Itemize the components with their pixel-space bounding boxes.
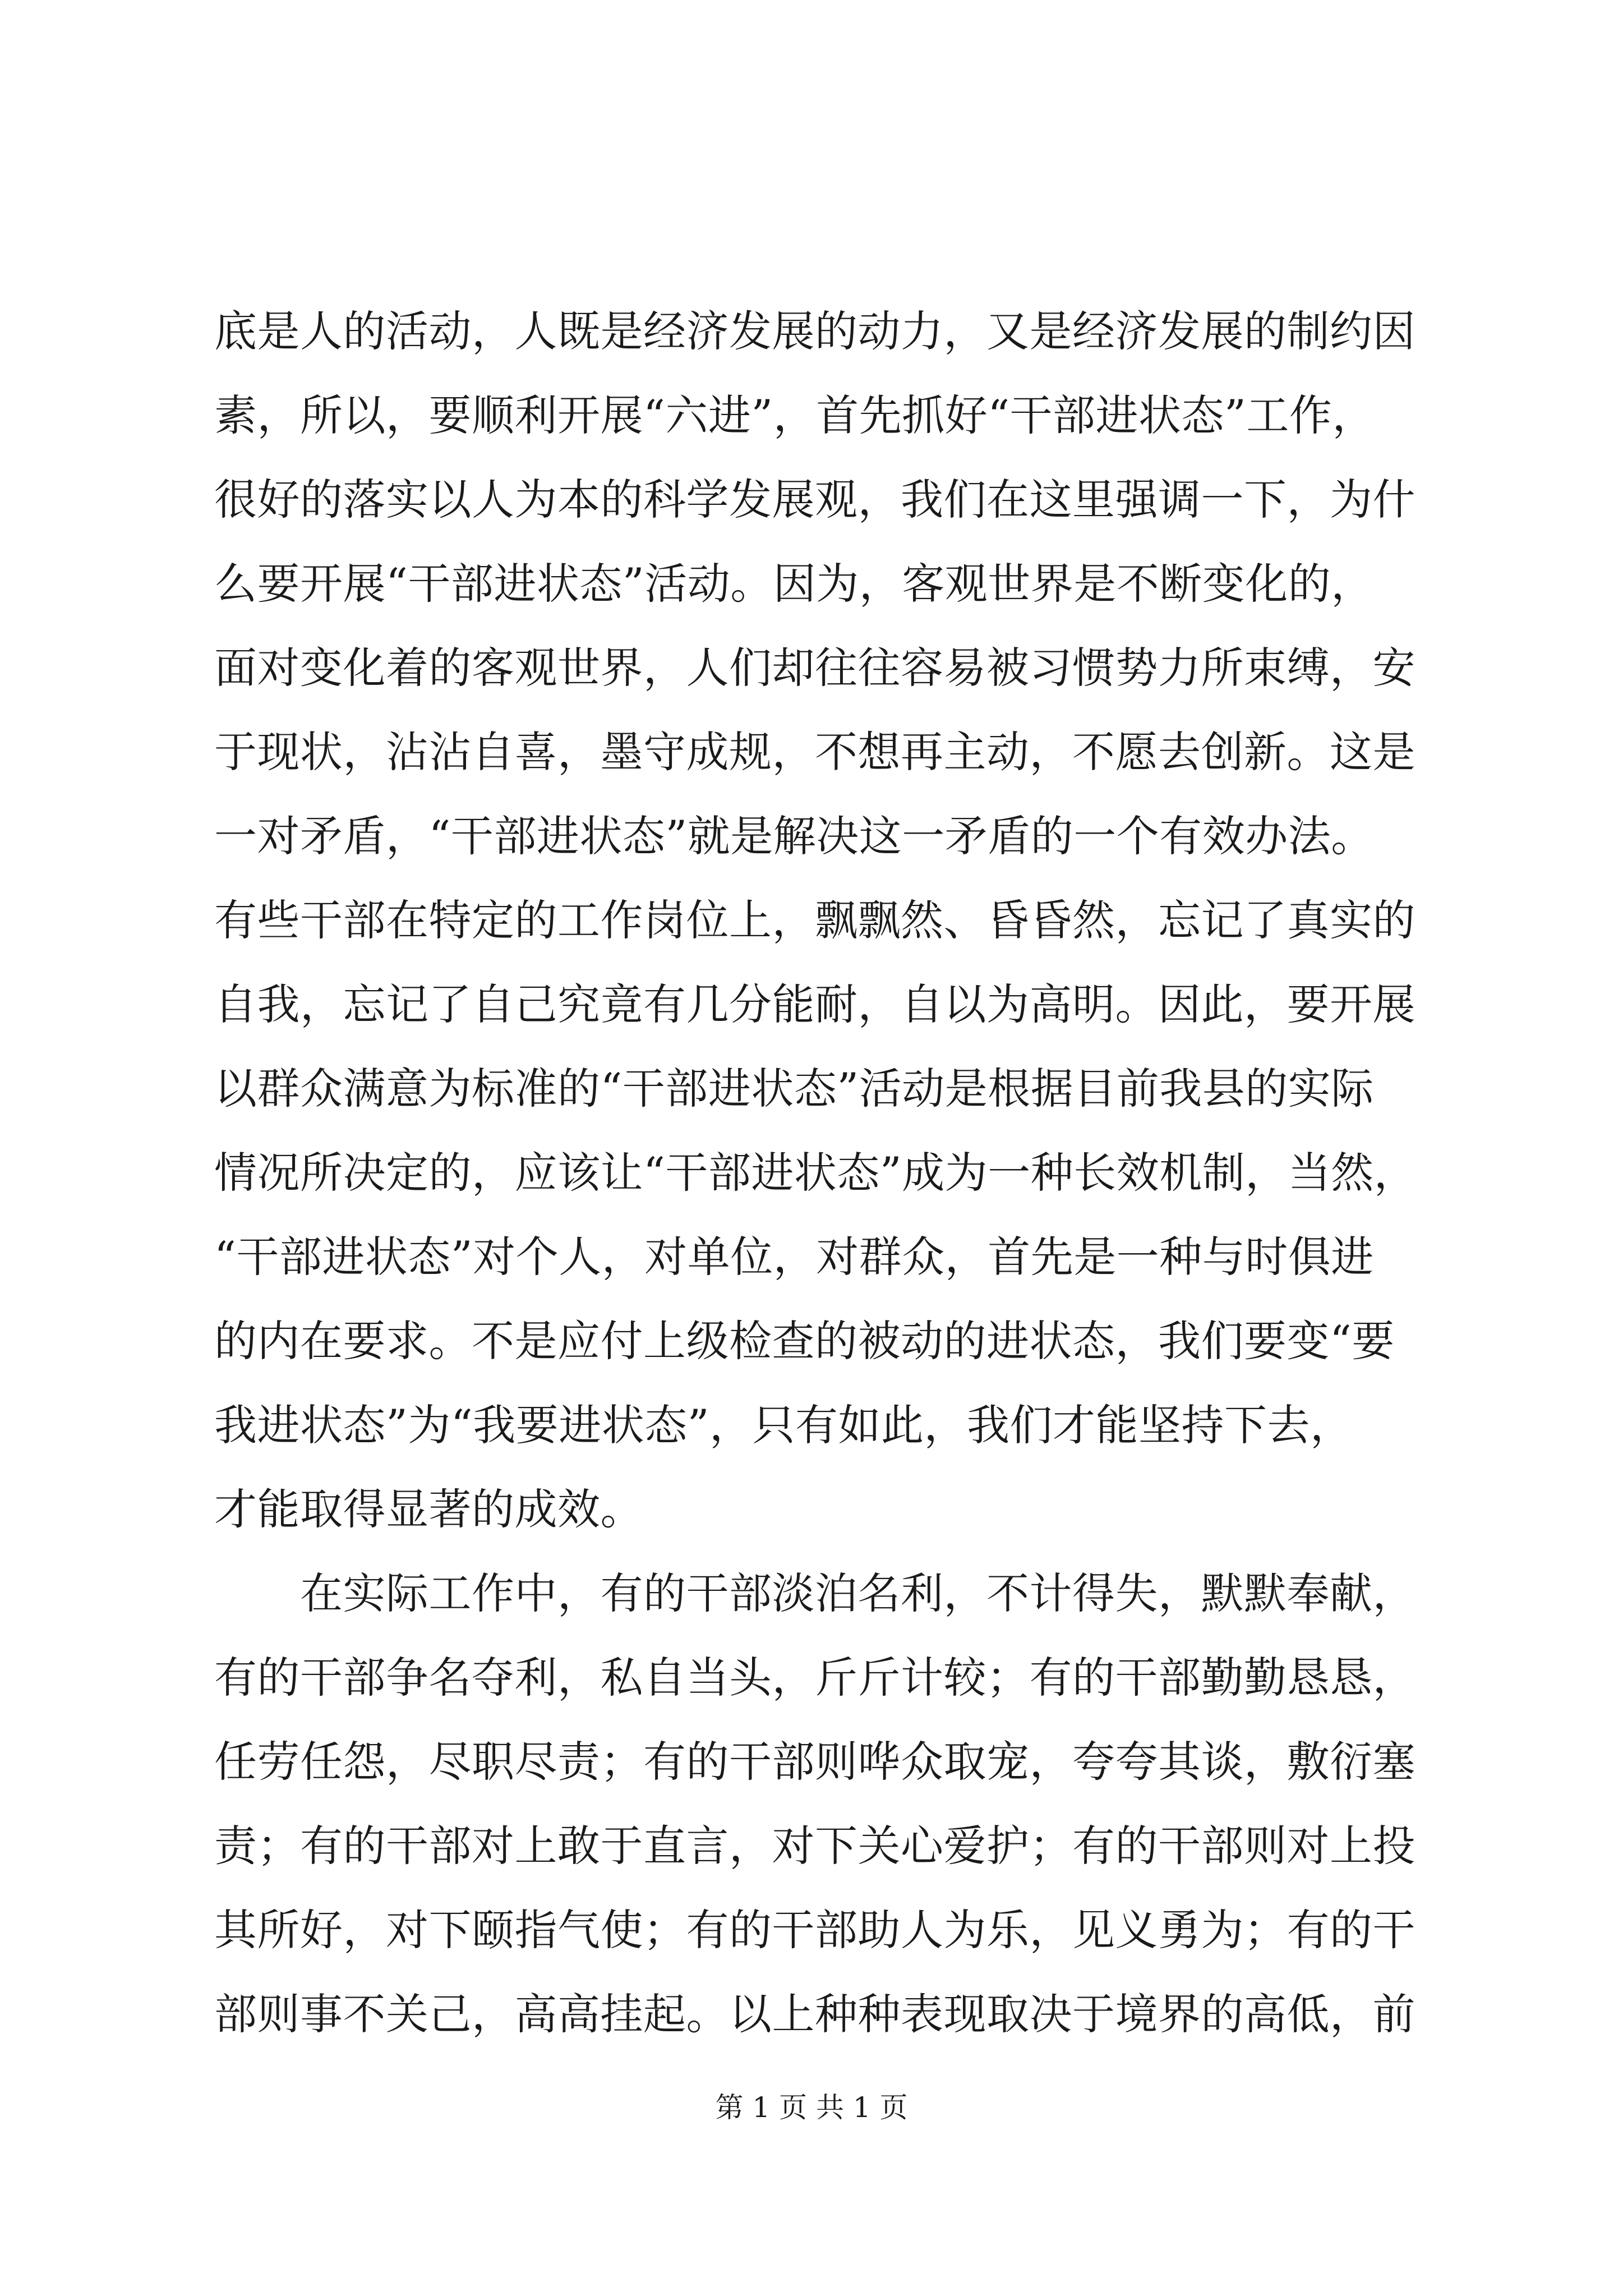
page-footer: 第 1 页 共 1 页	[715, 2091, 908, 2124]
text-line: 有的干部争名夺利，私自当头，斤斤计较；有的干部勤勤恳恳，	[214, 1653, 1415, 1703]
text-line: 自我，忘记了自己究竟有几分能耐，自以为高明。因此，要开展	[214, 979, 1415, 1029]
text-line: 以群众满意为标准的“干部进状态”活动是根据目前我县的实际	[214, 1064, 1374, 1114]
text-line: 很好的落实以人为本的科学发展观，我们在这里强调一下，为什	[214, 475, 1415, 524]
text-line: 责；有的干部对上敢于直言，对下关心爱护；有的干部则对上投	[214, 1821, 1415, 1871]
text-line: “干部进状态”对个人，对单位，对群众，首先是一种与时俱进	[214, 1232, 1374, 1282]
text-line: 我进状态”为“我要进状态”，只有如此，我们才能坚持下去，	[214, 1400, 1353, 1450]
text-line: 在实际工作中，有的干部淡泊名利，不计得失，默默奉献，	[214, 1568, 1415, 1618]
body-text	[214, 289, 1420, 2056]
text-line: 底是人的活动，人既是经济发展的动力，又是经济发展的制约因	[214, 306, 1415, 356]
text-line: 一对矛盾，“干部进状态”就是解决这一矛盾的一个有效办法。	[214, 811, 1374, 861]
text-line: 面对变化着的客观世界，人们却往往容易被习惯势力所束缚，安	[214, 643, 1415, 693]
text-line: 么要开展“干部进状态”活动。因为，客观世界是不断变化的，	[214, 559, 1374, 609]
text-line: 素，所以，要顺利开展“六进”，首先抓好“干部进状态”工作，	[214, 390, 1375, 440]
text-line: 其所好，对下颐指气使；有的干部助人为乐，见义勇为；有的干	[214, 1905, 1415, 1955]
text-line: 的内在要求。不是应付上级检查的被动的进状态，我们要变“要	[214, 1316, 1395, 1366]
text-line: 情况所决定的，应该让“干部进状态”成为一种长效机制，当然，	[214, 1148, 1417, 1198]
text-line: 部则事不关己，高高挂起。以上种种表现取决于境界的高低，前	[214, 1989, 1415, 2039]
text-line: 于现状，沾沾自喜，墨守成规，不想再主动，不愿去创新。这是	[214, 727, 1415, 777]
text-line: 才能取得显著的成效。	[214, 1484, 643, 1534]
text-line: 任劳任怨，尽职尽责；有的干部则哗众取宠，夸夸其谈，敷衍塞	[214, 1737, 1415, 1787]
text-line: 有些干部在特定的工作岗位上，飘飘然、昏昏然，忘记了真实的	[214, 895, 1415, 945]
